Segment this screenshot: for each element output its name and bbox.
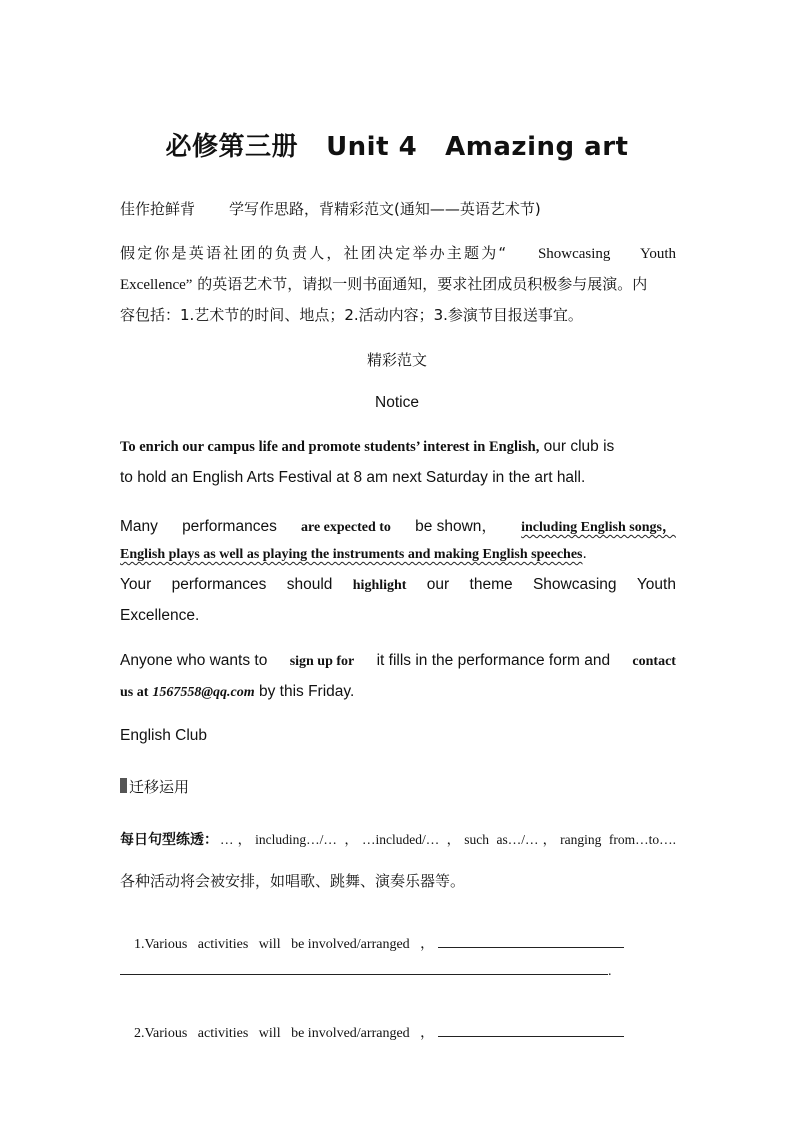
para2-underlined-phrase: English plays as well as playing the instruments and making English speeches xyxy=(120,547,583,562)
signature: English Club xyxy=(120,727,208,744)
exercise-1-continuation xyxy=(120,960,676,980)
title-topic: Amazing art xyxy=(445,132,629,162)
para3-bold-phrase: us at xyxy=(120,685,149,700)
subheader-right: 学写作思路，背精彩范文(通知——英语艺术节) xyxy=(229,200,541,218)
page-title xyxy=(0,126,794,163)
para2-word: Youth xyxy=(636,576,676,593)
prompt-line-2 xyxy=(120,273,676,294)
exercise-end-mark: . xyxy=(608,964,612,979)
para2-bold-phrase: are expected to xyxy=(300,520,391,535)
para2-line-2 xyxy=(120,545,676,563)
prompt-text: Excellence” xyxy=(120,277,193,293)
answer-blank[interactable] xyxy=(438,1022,624,1037)
para2-word: performances xyxy=(171,576,267,593)
answer-blank[interactable] xyxy=(120,960,608,975)
para3-text: by this Friday. xyxy=(254,683,355,700)
exercise-prompt: 1.Various activities will be involved/arranged ， xyxy=(134,937,435,952)
exercise-2 xyxy=(120,1006,676,1058)
para3-text: Anyone who wants to xyxy=(120,652,268,669)
example-cn: 各种活动将会被安排，如唱歌、跳舞、演奏乐器等。 xyxy=(120,872,466,890)
prompt-text: Showcasing xyxy=(537,246,611,262)
exercise-prompt: 2.Various activities will be involved/arranged ， xyxy=(134,1026,435,1041)
answer-blank[interactable] xyxy=(438,933,624,948)
contact-email: 1567558@qq.com xyxy=(152,685,255,700)
prompt-text: 假定你是英语社团的负责人，社团决定举办主题为“ xyxy=(120,244,509,262)
subheader-left: 佳作抢鲜背 xyxy=(120,200,196,218)
title-cn: 必修第三册 xyxy=(165,132,299,162)
sample-heading: 精彩范文 xyxy=(366,351,427,369)
para2-word: performances xyxy=(182,518,277,535)
para2-underlined-phrase: including English songs， xyxy=(521,520,676,535)
para3-text: it fills in the performance form and xyxy=(376,652,611,669)
notice-title: Notice xyxy=(375,394,419,411)
title-unit: Unit 4 xyxy=(326,132,418,162)
para2-word: be shown， xyxy=(415,518,497,535)
para2-word: should xyxy=(286,576,333,593)
para1-rest: our club is xyxy=(539,438,615,455)
para2-line-3 xyxy=(120,576,676,594)
para2-line-1 xyxy=(120,514,676,536)
para2-line-4: Excellence. xyxy=(120,607,200,624)
para1-line-1 xyxy=(120,438,676,456)
prompt-text: 的英语艺术节，请拟一则书面通知，要求社团成员积极参与展演。内 xyxy=(192,275,648,293)
para2-word: our xyxy=(426,576,450,593)
transfer-heading-label: 迁移运用 xyxy=(129,778,190,796)
para3-bold-phrase: sign up for xyxy=(289,654,355,669)
para2-bold-phrase: highlight xyxy=(352,578,407,593)
para3-line-1 xyxy=(120,652,676,670)
para1-bold: To enrich our campus life and promote students’ interest in English, xyxy=(120,439,540,455)
prompt-text: Youth xyxy=(640,246,676,262)
para2-word: theme xyxy=(469,576,513,593)
para3-line-2 xyxy=(120,683,676,701)
para3-bold-phrase: contact xyxy=(632,654,676,669)
prompt-line-1 xyxy=(120,242,676,263)
para2-word: . xyxy=(582,545,587,562)
para1-line-2: to hold an English Arts Festival at 8 am next Saturday in the art hall. xyxy=(120,469,586,486)
daily-patterns xyxy=(120,828,676,849)
daily-patterns-text: …，including…/… ，…included/… ，such as…/…，ranging from…to…. xyxy=(220,832,676,847)
para2-word: Your xyxy=(120,576,152,593)
prompt-line-3: 容包括：1.艺术节的时间、地点；2.活动内容；3.参演节目报送事宜。 xyxy=(120,306,583,324)
subheader xyxy=(120,198,676,219)
transfer-heading xyxy=(120,776,676,797)
para2-word: Many xyxy=(120,518,158,535)
para2-word: Showcasing xyxy=(532,576,617,593)
section-marker-icon xyxy=(120,778,127,793)
daily-label: 每日句型练透： xyxy=(120,832,218,848)
